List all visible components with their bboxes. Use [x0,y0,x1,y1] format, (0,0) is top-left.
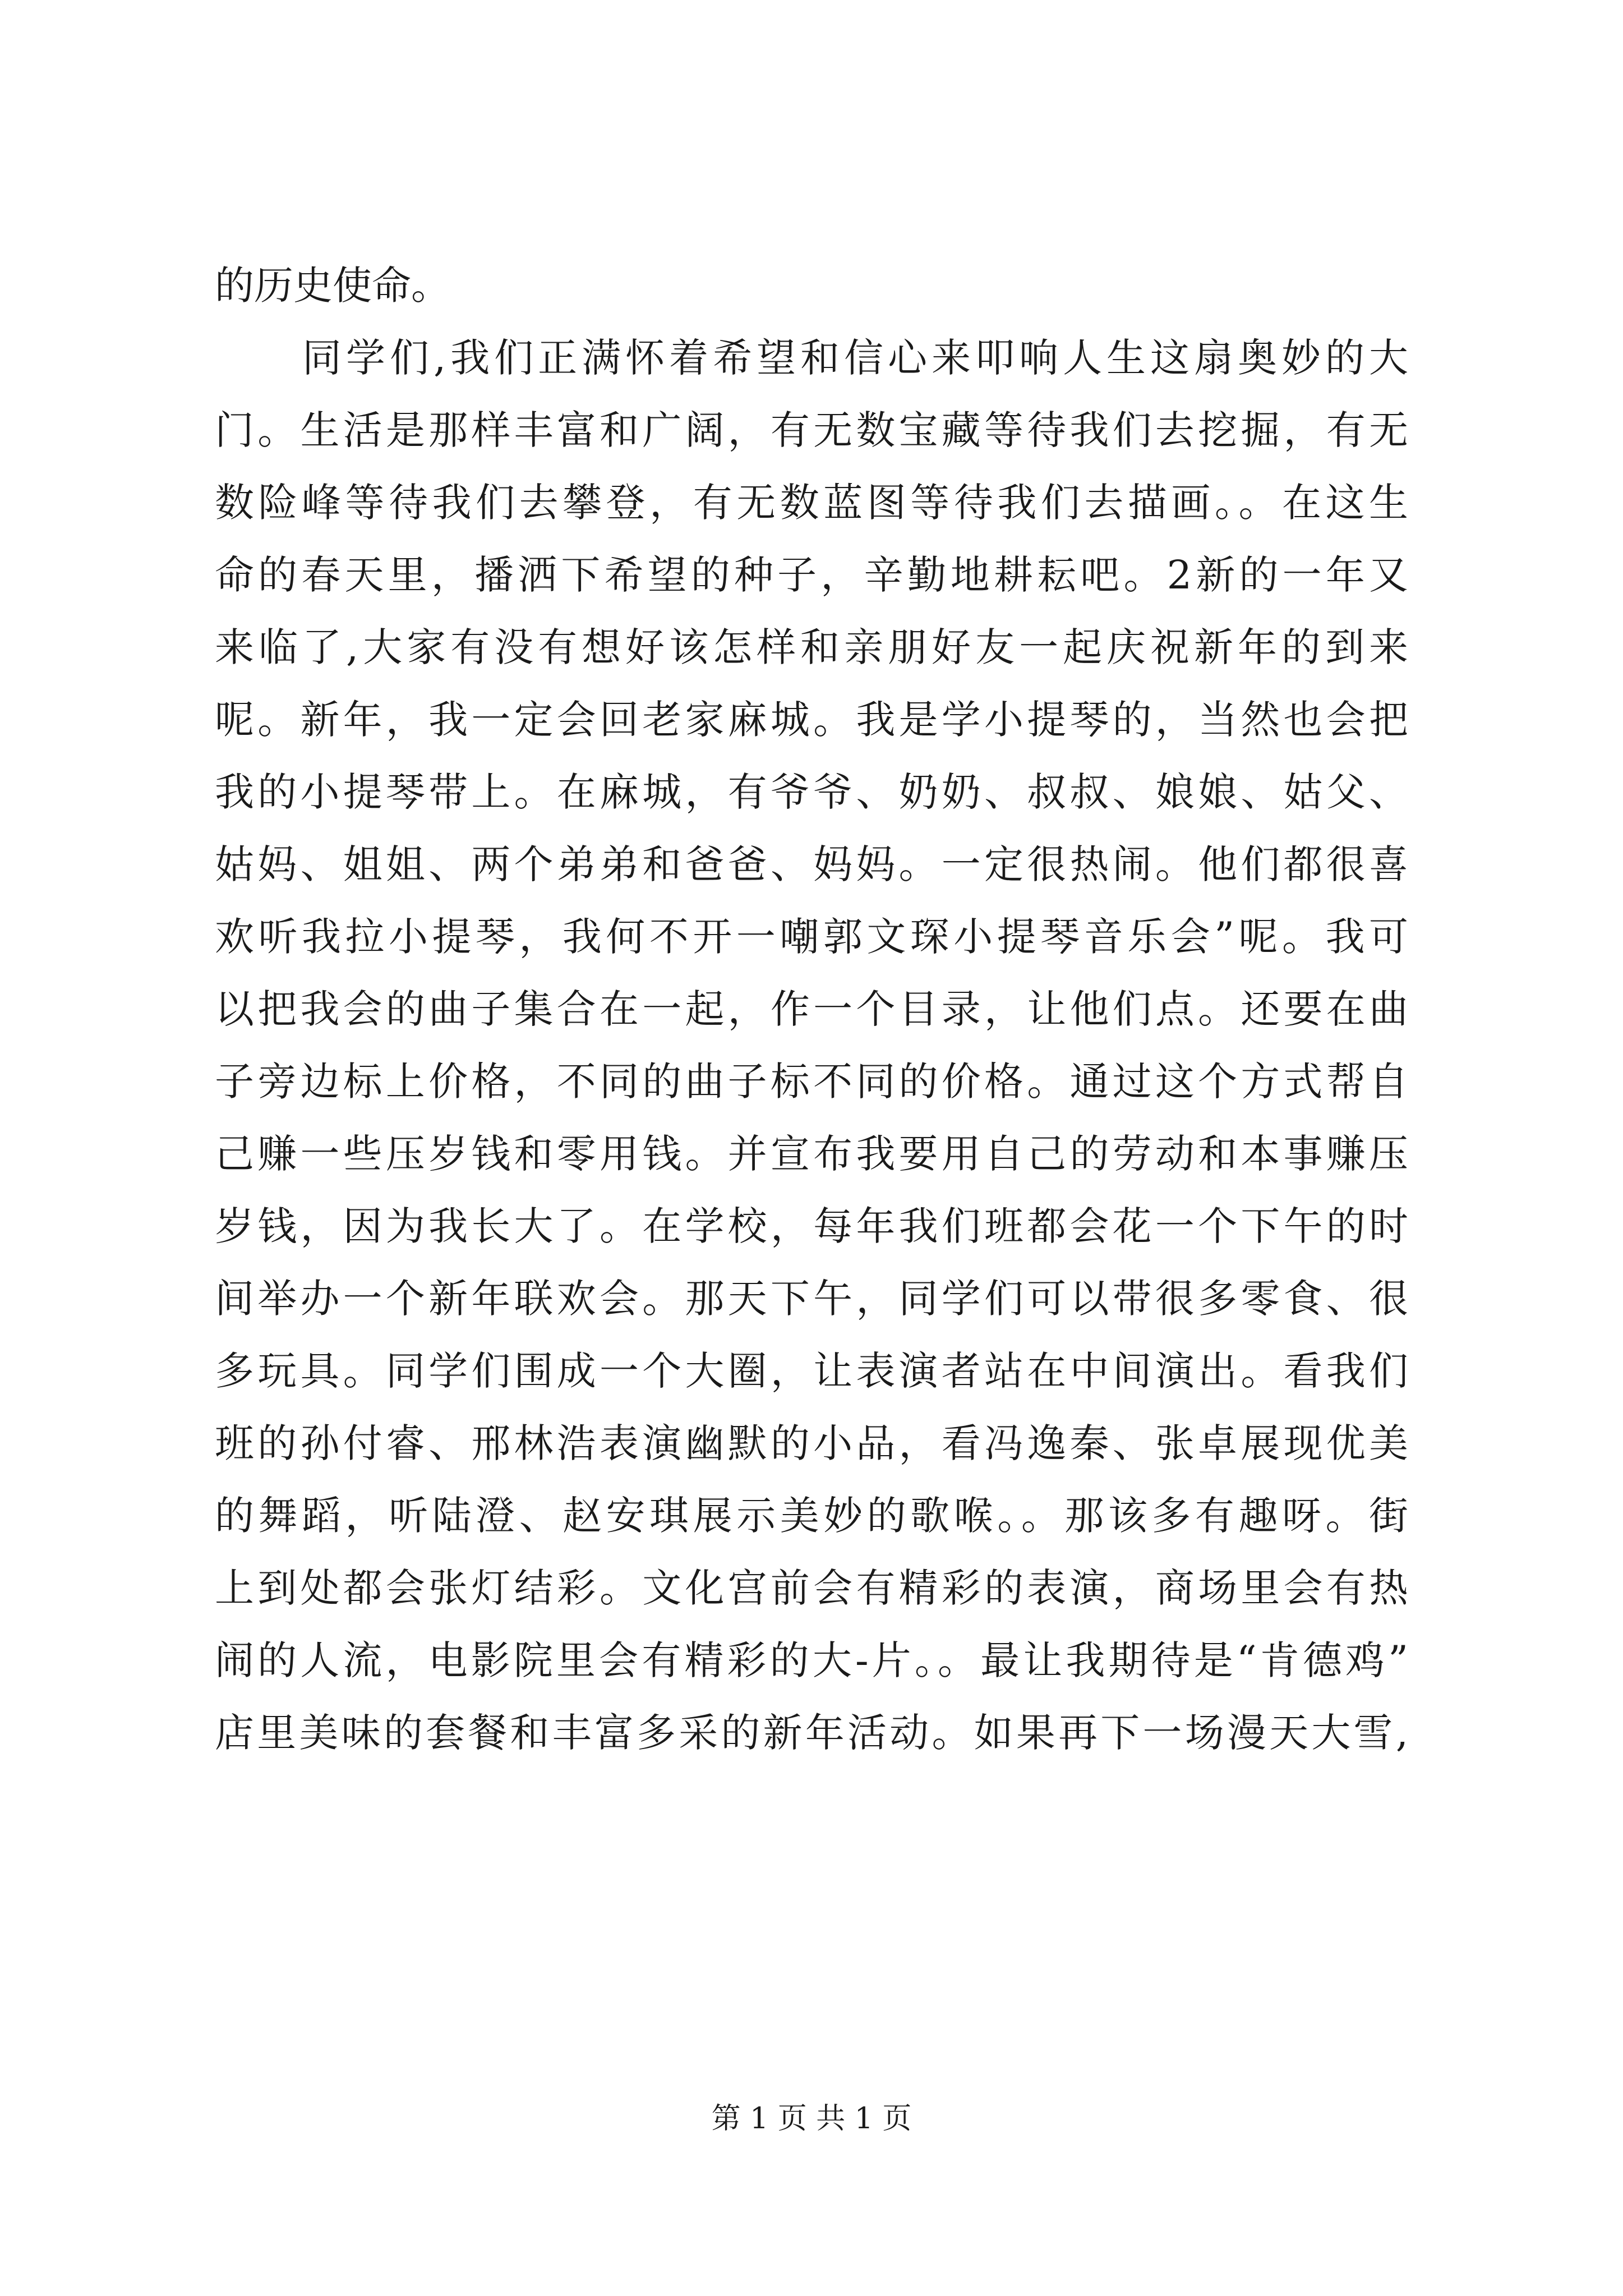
text-line: 门。生活是那样丰富和广阔，有无数宝藏等待我们去挖掘，有无 [215,407,1408,453]
text-line: 间举办一个新年联欢会。那天下午，同学们可以带很多零食、很 [215,1276,1408,1322]
text-line: 己赚一些压岁钱和零用钱。并宣布我要用自己的劳动和本事赚压 [215,1131,1408,1177]
text-line: 我的小提琴带上。在麻城，有爷爷、奶奶、叔叔、娘娘、姑父、 [215,769,1408,815]
text-line: 岁钱，因为我长大了。在学校，每年我们班都会花一个下午的时 [215,1203,1408,1249]
text-line: 同学们,我们正满怀着希望和信心来叩响人生这扇奥妙的大 [215,335,1408,381]
text-line: 姑妈、姐姐、两个弟弟和爸爸、妈妈。一定很热闹。他们都很喜 [215,841,1408,887]
page-footer: 第 1 页 共 1 页 [711,2102,912,2136]
text-line: 子旁边标上价格，不同的曲子标不同的价格。通过这个方式帮自 [215,1059,1408,1105]
text-line: 多玩具。同学们围成一个大圈，让表演者站在中间演出。看我们 [215,1348,1408,1394]
text-line: 数险峰等待我们去攀登，有无数蓝图等待我们去描画。。在这生 [215,480,1408,526]
text-line: 命的春天里，播洒下希望的种子，辛勤地耕耘吧。2新的一年又 [215,552,1408,598]
text-line: 的舞蹈，听陆澄、赵安琪展示美妙的歌喉。。那该多有趣呀。街 [215,1493,1408,1539]
text-line: 上到处都会张灯结彩。文化宫前会有精彩的表演，商场里会有热 [215,1565,1408,1611]
text-line: 闹的人流，电影院里会有精彩的大-片。。最让我期待是“肯德鸡” [215,1637,1408,1683]
body-text [215,250,1408,1769]
text-line: 店里美味的套餐和丰富多采的新年活动。如果再下一场漫天大雪, [215,1710,1408,1756]
text-line: 来临了,大家有没有想好该怎样和亲朋好友一起庆祝新年的到来 [215,624,1408,670]
text-line: 的历史使命。 [215,263,450,309]
text-line: 呢。新年，我一定会回老家麻城。我是学小提琴的，当然也会把 [215,697,1408,743]
text-line: 以把我会的曲子集合在一起，作一个目录，让他们点。还要在曲 [215,986,1408,1032]
text-line: 欢听我拉小提琴，我何不开一嘲郭文琛小提琴音乐会”呢。我可 [215,914,1408,960]
text-line: 班的孙付睿、邢林浩表演幽默的小品，看冯逸秦、张卓展现优美 [215,1420,1408,1466]
